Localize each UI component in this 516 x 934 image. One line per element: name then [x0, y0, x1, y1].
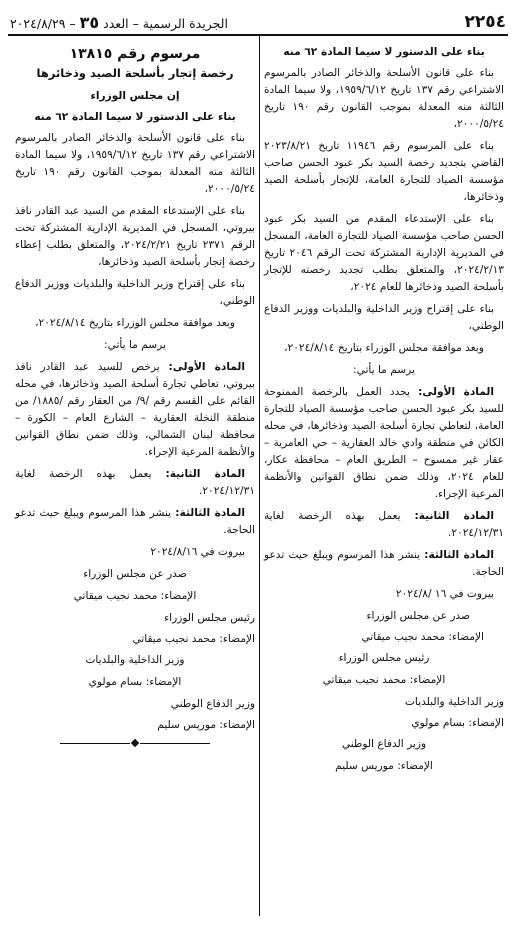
diamond-icon	[131, 739, 139, 747]
article-3	[264, 547, 504, 581]
article-3	[15, 505, 255, 539]
column-divider	[259, 36, 260, 916]
signature-interior-title: وزير الداخلية والبلديات	[404, 696, 504, 708]
right-column	[260, 36, 508, 916]
constitution-clause: بناء على الدستور لا سيما المادة ٦٢ منه	[283, 46, 485, 58]
article-2-label: المادة الثانية:	[414, 510, 494, 522]
council-intro: إن مجلس الوزراء	[90, 90, 180, 102]
place-date: بيروت في ١٦ /٢٠٢٤/٨	[395, 588, 494, 600]
signature-defense-title: وزير الدفاع الوطني	[170, 698, 255, 710]
signature-pm-1: الإمضاء: محمد نجيب ميقاتي	[361, 631, 484, 643]
article-2-text: يعمل بهذه الرخصة لغاية ٢٠٢٤/١٢/٣١.	[15, 468, 255, 497]
clause-arms-law: بناء على قانون الأسلحة والذخائر الصادر بالمرسوم الاشتراعي رقم ١٣٧ تاريخ ١٩٥٩/٦/١٢، ولا سيما المادة الثالثة منه المعدلة بموجب القانون رقم ١٩٠ تاريخ ٢٠٠٠/٥/٢٤،	[15, 132, 255, 195]
article-1	[15, 359, 255, 461]
signature-pm-2: الإمضاء: محمد نجيب ميقاتي	[322, 674, 446, 686]
page-number: ٢٢٥٤	[464, 12, 506, 32]
article-3-text: ينشر هذا المرسوم ويبلغ حيث تدعو الحاجة.	[264, 549, 504, 578]
clause-approval: وبعد موافقة مجلس الوزراء بتاريخ ٢٠٢٤/٨/١٤،	[35, 317, 235, 329]
clause-application: بناء على الإستدعاء المقدم من السيد عبد القادر نافذ بيروتي، المسجل في المديرية الإدارية المشتركة تحت الرقم ٢٣٧١ تاريخ ٢٠٢٤/٢/٢١، والمتعلق بطلب إعطاء رخصة إتجار بأسلحة الصيد وذخائرها،	[15, 205, 256, 268]
constitution-clause: بناء على الدستور لا سيما المادة ٦٢ منه	[34, 111, 236, 123]
signature-issued-by: صدر عن مجلس الوزراء	[366, 610, 470, 622]
clause-previous-decree: بناء على المرسوم رقم ١١٩٤٦ تاريخ ٢٠٢٣/٨/٢١ القاضي بتجديد رخصة السيد بكر عبود الحسن صاحب مؤسسة الصياد للتجارة العامة، للإتجار بأسلحة الصيد وذخائرها،	[264, 140, 504, 203]
columns	[8, 36, 508, 916]
signature-issued-by: صدر عن مجلس الوزراء	[83, 568, 187, 580]
page-header	[8, 6, 508, 36]
article-1-label: المادة الأولى:	[418, 386, 494, 398]
signature-defense: الإمضاء: موريس سليم	[335, 760, 433, 772]
end-ornament	[15, 740, 255, 746]
clause-approval: وبعد موافقة مجلس الوزراء بتاريخ ٢٠٢٤/٨/١٤،	[284, 342, 484, 354]
decrees-heading: يرسم ما يأتي:	[104, 339, 166, 351]
article-1-text: يرخص للسيد عبد القادر نافذ بيروتي، تعاطي تجارة أسلحة الصيد وذخائرها، في محله القائم على القسم رقم /٩/ من العقار رقم /١٨٨٥/ من منطقة النخلة العقارية – الشارع العام – الكورة – محافظة لبنان الشمالي، وذلك ضمن نطاق القوانين والأنظمة المرعية الإجراء.	[15, 361, 256, 458]
article-3-label: المادة الثالثة:	[175, 507, 245, 519]
article-3-label: المادة الثالثة:	[424, 549, 494, 561]
signature-interior-title: وزير الداخلية والبلديات	[85, 654, 185, 666]
signature-pm-1: الإمضاء: محمد نجيب ميقاتي	[73, 590, 197, 602]
ornament-line	[140, 743, 210, 744]
clause-arms-law: بناء على قانون الأسلحة والذخائر الصادر بالمرسوم الاشتراعي رقم ١٣٧ تاريخ ١٩٥٩/٦/١٢، ولا سيما المادة الثالثة منه المعدلة بموجب القانون رقم ١٩٠ تاريخ ٢٠٠٠/٥/٢٤،	[264, 67, 504, 130]
clause-proposal: بناء على إقتراح وزير الداخلية والبلديات ووزير الدفاع الوطني،	[15, 278, 255, 307]
article-1	[264, 384, 504, 503]
issue-date: – ٢٠٢٤/٨/٢٩	[10, 16, 76, 31]
signature-interior: الإمضاء: بسام مولوي	[88, 676, 182, 688]
article-2	[15, 466, 255, 500]
article-2-text: يعمل بهذه الرخصة لغاية ٢٠٢٤/١٢/٣١.	[264, 510, 504, 539]
clause-application: بناء على الإستدعاء المقدم من السيد بكر عبود الحسن صاحب مؤسسة الصياد للتجارة العامة، المسجل في المديرية الإدارية المشتركة تحت الرقم ٢٠٤٦ تاريخ ٢٠٢٤/٢/١٣، والمتعلق بطلب تجديد رخصته للإتجار بأسلحة الصيد وذخائرها للعام ٢٠٢٤،	[264, 213, 504, 293]
ornament-line	[60, 743, 130, 744]
article-2-label: المادة الثانية:	[165, 468, 245, 480]
issue-number: ٣٥	[79, 13, 100, 32]
gazette-name: الجريدة الرسمية – العدد	[103, 16, 228, 31]
signature-pm-title: رئيس مجلس الوزراء	[164, 612, 255, 624]
signature-pm-title: رئيس مجلس الوزراء	[338, 652, 430, 664]
decree-title: مرسوم رقم ١٣٨١٥	[69, 46, 201, 62]
signature-defense-title: وزير الدفاع الوطني	[341, 738, 427, 750]
signature-defense: الإمضاء: موريس سليم	[157, 719, 255, 731]
signature-interior: الإمضاء: بسام مولوي	[411, 717, 504, 729]
left-column	[11, 36, 259, 916]
decree-subtitle: رخصة إتجار بأسلحة الصيد وذخائرها	[36, 66, 234, 80]
running-head	[10, 13, 228, 32]
decrees-heading: يرسم ما يأتي:	[353, 364, 415, 376]
article-2	[264, 508, 504, 542]
article-1-label: المادة الأولى:	[168, 361, 246, 373]
signature-pm-2: الإمضاء: محمد نجيب ميقاتي	[132, 633, 255, 645]
article-3-text: ينشر هذا المرسوم ويبلغ حيث تدعو الحاجة.	[15, 507, 255, 536]
article-1-text: يجدد العمل بالرخصة الممنوحة للسيد بكر عبود الحسن صاحب مؤسسة الصياد للتجارة العامة، لتعاطي تجارة أسلحة الصيد وذخائرها، في محله الكائن في منطقة وادي خالد العقارية – حي العامرية – عقار غير ممسوح – الطريق العام – محافظة عكار، للعام ٢٠٢٤، وذلك ضمن نطاق القوانين والأنظمة المرعية الإجراء.	[264, 386, 505, 500]
clause-proposal: بناء على إقتراح وزير الداخلية والبلديات ووزير الدفاع الوطني،	[264, 303, 504, 332]
place-date: بيروت في ٢٠٢٤/٨/١٦	[150, 546, 245, 558]
